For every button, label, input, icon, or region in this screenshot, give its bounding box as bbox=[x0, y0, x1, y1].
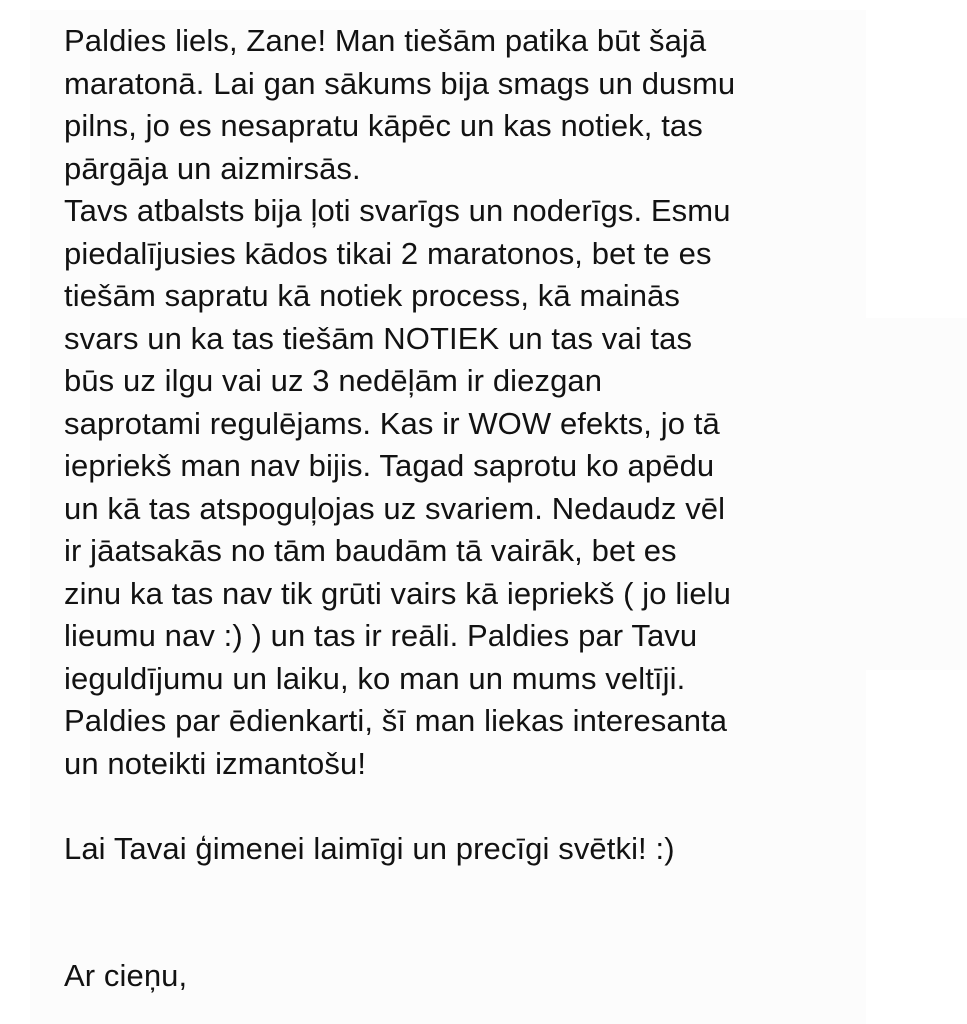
message-line-12: un kā tas atspoguļojas uz svariem. Nedaudz vēl bbox=[64, 490, 726, 526]
message-line-15: lieumu nav :) ) un tas ir reāli. Paldies par Tavu bbox=[64, 618, 698, 653]
message-line-1: Paldies liels, Zane! Man tiešām patika būt šajā bbox=[64, 23, 707, 58]
message-line-2: maratonā. Lai gan sākums bija smags un dusmu bbox=[64, 65, 736, 101]
message-line-4: pārgāja un aizmirsās. bbox=[64, 150, 361, 186]
message-line-16: ieguldījumu un laiku, ko man un mums veltīji. bbox=[64, 660, 686, 696]
message-line-14: zinu ka tas nav tik grūti vairs kā iepriekš ( jo lielu bbox=[64, 575, 731, 611]
message-line-8: svars un ka tas tiešām NOTIEK un tas vai tas bbox=[64, 320, 693, 356]
message-line-11: iepriekš man nav bijis. Tagad saprotu ko apēdu bbox=[64, 448, 715, 483]
message-line-9: būs uz ilgu vai uz 3 nedēļām ir diezgan bbox=[64, 363, 603, 398]
message-line-10: saprotami regulējams. Kas ir WOW efekts, jo tā bbox=[64, 405, 720, 441]
holiday-wish: Lai Tavai ģimenei laimīgi un precīgi svētki! :) bbox=[64, 830, 675, 866]
closing-line: Ar cieņu, bbox=[64, 958, 188, 993]
message-line-3: pilns, jo es nesapratu kāpēc un kas notiek, tas bbox=[64, 108, 703, 143]
message-line-13: ir jāatsakās no tām baudām tā vairāk, bet es bbox=[64, 533, 677, 568]
message-line-17: Paldies par ēdienkarti, šī man liekas interesanta bbox=[64, 703, 728, 738]
message-line-7: tiešām sapratu kā notiek process, kā mainās bbox=[64, 278, 680, 313]
message-line-5: Tavs atbalsts bija ļoti svarīgs un noderīgs. Esmu bbox=[64, 193, 731, 228]
message-body bbox=[64, 20, 854, 998]
closing-gap bbox=[64, 870, 854, 955]
message-line-18: un noteikti izmantošu! bbox=[64, 745, 367, 781]
message-line-6: piedalījusies kādos tikai 2 maratonos, bet te es bbox=[64, 235, 712, 271]
paragraph-gap bbox=[64, 785, 854, 828]
